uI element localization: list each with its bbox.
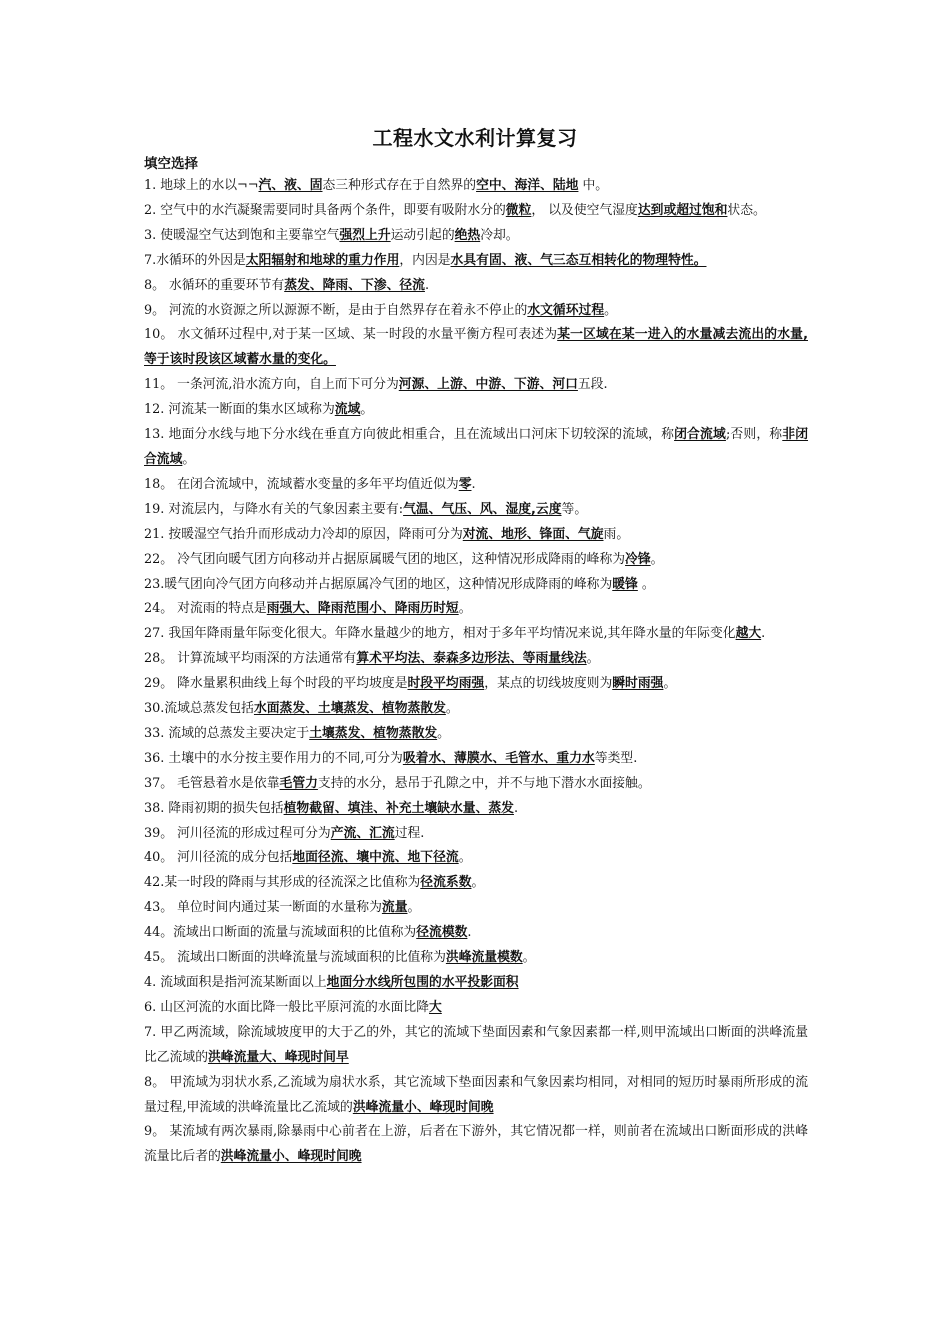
question-item	[144, 722, 808, 747]
answer-text: 太阳辐射和地球的重力作用	[245, 252, 400, 268]
question-item	[144, 498, 808, 523]
question-text: 37。 毛管悬着水是依靠	[144, 775, 280, 791]
answer-text: 越大	[735, 626, 762, 642]
answer-text: 植物截留、填洼、补充土壤缺水量、蒸发	[283, 800, 514, 816]
question-item	[144, 672, 808, 697]
question-text: 40。 河川径流的成分包括	[144, 850, 293, 866]
question-item	[144, 423, 808, 473]
question-text: 4. 流域面积是指河流某断面以上	[144, 975, 327, 990]
question-text: 等。	[561, 501, 588, 517]
question-text: 运动引起的	[390, 227, 455, 243]
answer-text: 冷锋	[625, 551, 651, 567]
question-item	[144, 1120, 808, 1170]
answer-text: 微粒	[505, 202, 532, 218]
question-text: 。	[445, 701, 459, 717]
question-text: 五段.	[577, 377, 608, 393]
question-text: 30.流域总蒸发包括	[144, 701, 254, 717]
question-text: 8。 水循环的重要环节有	[144, 277, 285, 293]
question-text: 21. 按暖湿空气抬升而形成动力冷却的原因，降雨可分为	[144, 526, 463, 542]
question-item	[144, 946, 808, 971]
question-item	[144, 597, 808, 622]
question-text: .	[467, 925, 472, 941]
question-text: 9。 某流域有两次暴雨,除暴雨中心前者在上游，后者在下游外，其它情况都一样，则前者在流域出口断面形成的洪峰流量比后者的	[144, 1124, 808, 1165]
question-text: ， 以及使空气湿度	[531, 202, 638, 218]
question-item	[144, 199, 808, 224]
question-text: 10。 水文循环过程中,对于某一区域、某一时段的水量平衡方程可表述为	[144, 327, 558, 343]
answer-text: 非闭合流域	[144, 427, 809, 467]
question-item	[144, 1021, 808, 1071]
question-item	[144, 772, 808, 797]
question-text: 19. 对流层内，与降水有关的气象因素主要有:	[144, 501, 404, 517]
question-text: 。	[637, 576, 655, 592]
question-text: 28。 计算流域平均雨深的方法通常有	[144, 651, 357, 667]
question-text: 。	[407, 900, 421, 916]
question-item	[144, 747, 808, 772]
answer-text: 地面分水线所包围的水平投影面积	[326, 975, 519, 990]
answer-text: 暖锋	[612, 576, 638, 592]
answer-text: 某一区域在某一进入的水量减去流出的水量,等于该时段该区域蓄水量的变化。	[144, 327, 808, 368]
answer-text: 土壤蒸发、植物蒸散发	[309, 725, 438, 741]
question-item	[144, 871, 808, 896]
question-item	[144, 896, 808, 921]
question-item	[144, 822, 808, 847]
answer-text: 瞬时雨强	[612, 676, 664, 692]
question-text: 29。 降水量累积曲线上每个时段的平均坡度是	[144, 676, 408, 692]
question-text: 。	[471, 875, 485, 891]
question-text: ，内因是	[399, 252, 451, 268]
question-text: 8。 甲流域为羽状水系,乙流域为扇状水系，其它流域下垫面因素和气象因素均相同，对相同的短历时暴雨所形成的流量过程,甲流域的洪峰流量比乙流域的	[144, 1074, 808, 1115]
question-item	[144, 523, 808, 548]
question-text: 中。	[578, 178, 609, 193]
answer-text: 洪峰流量小、峰现时间晚	[352, 1099, 494, 1115]
question-text: 1. 地球上的水以¬¬	[144, 178, 259, 193]
question-text: 。	[522, 950, 536, 966]
answer-text: 气温、气压、风、湿度,云度	[403, 501, 562, 517]
question-text: 。	[604, 302, 617, 318]
question-item	[144, 398, 808, 423]
answer-text: 流域	[334, 402, 361, 418]
question-text: 。	[458, 601, 472, 617]
question-text: 。	[182, 451, 196, 467]
question-text: 24。 对流雨的特点是	[144, 601, 267, 617]
question-text: 45。 流域出口断面的洪峰流量与流域面积的比值称为	[144, 950, 446, 966]
answer-text: 产流、汇流	[330, 825, 395, 841]
question-text: 36. 土壤中的水分按主要作用力的不同,可分为	[144, 750, 403, 766]
answer-text: 闭合流域	[674, 427, 726, 443]
question-item	[144, 622, 808, 647]
answer-text: 大	[429, 999, 442, 1015]
question-text: .	[424, 277, 430, 293]
question-text: 22。 冷气团向暖气团方向移动并占据原属暖气团的地区，这种情况形成降雨的峰称为	[144, 551, 626, 567]
question-item	[144, 249, 808, 274]
answer-text: 水面蒸发、土壤蒸发、植物蒸散发	[253, 701, 446, 717]
question-text: 27. 我国年降雨量年际变化很大。年降水量越少的地方，相对于多年平均情况来说,其年降水量的年际变化	[144, 626, 736, 642]
question-text: 6. 山区河流的水面比降一般比平原河流的水面比降	[144, 999, 430, 1015]
question-text: ;否则，称	[725, 427, 783, 443]
question-text: 43。 单位时间内通过某一断面的水量称为	[144, 900, 382, 916]
question-item	[144, 174, 808, 199]
question-text: 18。 在闭合流域中，流域蓄水变量的多年平均值近似为	[144, 476, 459, 492]
question-item	[144, 373, 808, 398]
question-item	[144, 697, 808, 722]
question-text: 。	[437, 725, 450, 741]
question-text: 过程.	[394, 825, 425, 841]
question-text: 3. 使暖湿空气达到饱和主要靠空气	[144, 227, 340, 243]
answer-text: 水具有固、液、气三态互相转化的物理特性。	[450, 252, 707, 268]
question-text: 13. 地面分水线与地下分水线在垂直方向彼此相重合，且在流域出口河床下切较深的流域，称	[144, 427, 675, 443]
question-text: 支持的水分，悬吊于孔隙之中，并不与地下潜水水面接触。	[317, 775, 651, 791]
question-text: .	[471, 476, 476, 492]
answer-text: 蒸发、降雨、下渗、径流	[284, 277, 425, 293]
question-text: 38. 降雨初期的损失包括	[144, 800, 284, 816]
question-text: 12. 河流某一断面的集水区域称为	[144, 402, 335, 418]
question-item	[144, 1071, 808, 1121]
answer-text: 洪峰流量小、峰现时间晚	[220, 1149, 362, 1165]
answer-text: 绝热	[454, 227, 481, 243]
section-heading: 填空选择	[144, 156, 198, 172]
question-item	[144, 971, 808, 996]
answer-text: 达到或超过饱和	[637, 202, 728, 218]
question-text: 11。 一条河流,沿水流方向，自上而下可分为	[144, 377, 399, 393]
question-item	[144, 224, 808, 249]
answer-text: 水文循环过程	[527, 302, 605, 318]
question-text: ，某点的切线坡度则为	[484, 676, 613, 692]
question-text: 2. 空气中的水汽凝聚需要同时具备两个条件，即要有吸附水分的	[144, 202, 506, 218]
answer-text: 时段平均雨强	[407, 676, 485, 692]
question-text: 。	[586, 651, 600, 667]
question-text: 。	[663, 676, 677, 692]
question-text: 等类型.	[594, 750, 638, 766]
answer-text: 雨强大、降雨范围小、降雨历时短	[266, 601, 459, 617]
question-item	[144, 921, 808, 946]
question-item	[144, 473, 808, 498]
question-item	[144, 573, 808, 598]
answer-text: 强烈上升	[339, 227, 391, 243]
question-text: .	[513, 800, 519, 816]
question-text: 。	[650, 551, 664, 567]
answer-text: 汽、液、固	[258, 178, 323, 193]
question-text: 冷却。	[480, 227, 519, 243]
question-list	[144, 174, 808, 1170]
question-text: 42.某一时段的降雨与其形成的径流深之比值称为	[144, 875, 421, 891]
answer-text: 对流、地形、锋面、气旋	[462, 526, 604, 542]
question-text: 9。 河流的水资源之所以源源不断，是由于自然界存在着永不停止的	[144, 302, 528, 318]
answer-text: 径流模数	[416, 925, 468, 941]
question-text: 23.暖气团向冷气团方向移动并占据原属冷气团的地区，这种情况形成降雨的峰称为	[144, 576, 613, 592]
answer-text: 河源、上游、中游、下游、河口	[398, 377, 578, 393]
question-text: 。	[360, 402, 374, 418]
question-text: 39。 河川径流的形成过程可分为	[144, 825, 331, 841]
question-text: 雨。	[603, 526, 630, 542]
answer-text: 空中、海洋、陆地	[476, 178, 579, 193]
question-item	[144, 846, 808, 871]
question-item	[144, 323, 808, 373]
answer-text: 零	[458, 476, 472, 492]
answer-text: 径流系数	[420, 875, 472, 891]
answer-text: 吸着水、薄膜水、毛管水、重力水	[402, 750, 595, 766]
answer-text: 流量	[381, 900, 408, 916]
answer-text: 算术平均法、泰森多边形法、等雨量线法	[356, 651, 587, 667]
question-text: 33. 流域的总蒸发主要决定于	[144, 725, 310, 741]
page-title: 工程水文水利计算复习	[372, 126, 578, 150]
question-item	[144, 274, 808, 299]
question-item	[144, 996, 808, 1021]
question-item	[144, 797, 808, 822]
question-item	[144, 647, 808, 672]
question-text: 7.水循环的外因是	[144, 252, 246, 268]
question-text: 44。流域出口断面的流量与流域面积的比值称为	[144, 925, 417, 941]
answer-text: 地面径流、壤中流、地下径流	[292, 850, 459, 866]
answer-text: 洪峰流量模数	[445, 950, 523, 966]
question-text: 态三种形式存在于自然界的	[322, 178, 477, 193]
question-text: 状态。	[727, 202, 766, 218]
question-text: .	[761, 626, 766, 642]
question-text: 7. 甲乙两流域，除流域坡度甲的大于乙的外，其它的流域下垫面因素和气象因素都一样,则甲流域出口断面的洪峰流量比乙流域的	[144, 1024, 808, 1065]
answer-text: 洪峰流量大、峰现时间早	[207, 1049, 349, 1065]
answer-text: 毛管力	[279, 775, 318, 791]
question-text: 。	[458, 850, 472, 866]
question-item	[144, 299, 808, 324]
question-item	[144, 548, 808, 573]
